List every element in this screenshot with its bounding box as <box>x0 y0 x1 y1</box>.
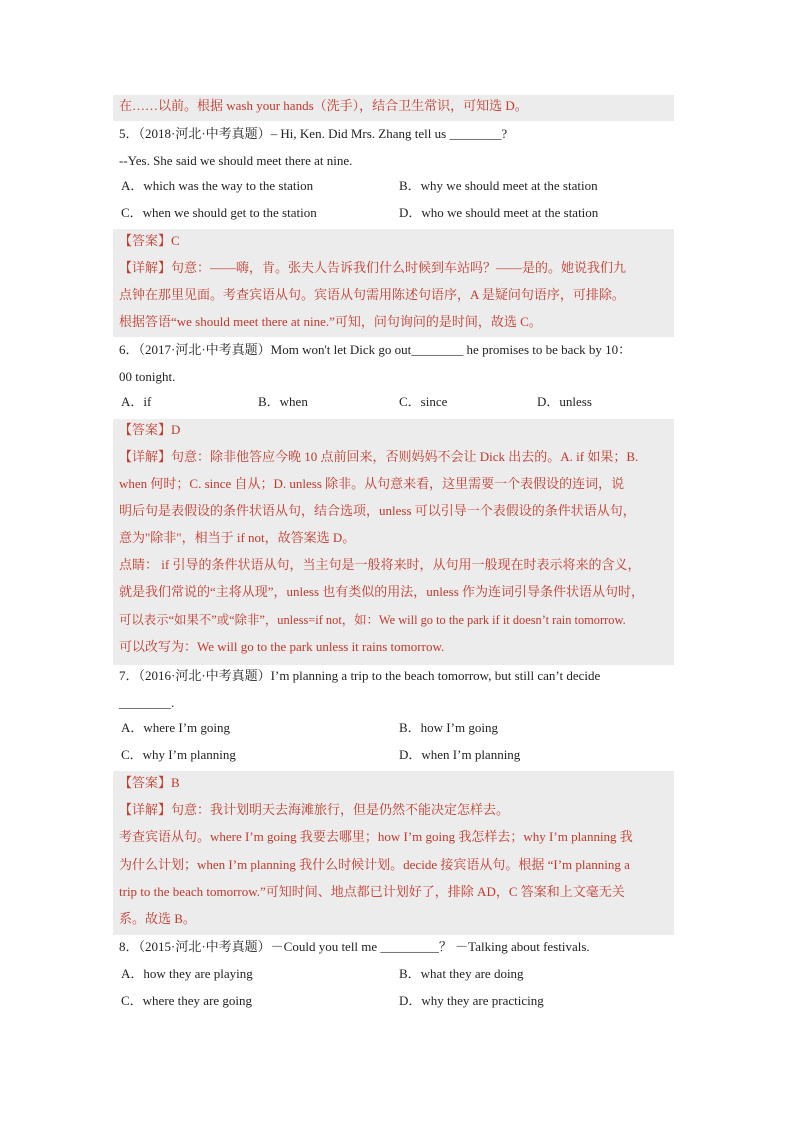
explanation-block-q7 <box>113 771 674 935</box>
q8-option-a: A．how they are playing <box>121 966 253 981</box>
q7-option-c: C．why I’m planning <box>121 747 236 762</box>
q7-detail: 为什么计划；when I’m planning 我什么时候计划。decide 接宾语从句。根据 “I’m planning a <box>119 857 630 872</box>
question-7-stem-cont: ________. <box>119 695 175 710</box>
q5-option-d: D．who we should meet at the station <box>399 205 599 220</box>
q5-option-c: C．when we should get to the station <box>121 205 317 220</box>
q8-option-d: D．why they are practicing <box>399 993 544 1008</box>
q7-option-d: D．when I’m planning <box>399 747 521 762</box>
question-8-stem: 8．（2015·河北·中考真题）－Could you tell me _________？ －Talking about festivals. <box>119 939 590 954</box>
q5-option-b: B．why we should meet at the station <box>399 178 598 193</box>
question-7-stem: 7．（2016·河北·中考真题）I’m planning a trip to the beach tomorrow, but still can’t decide <box>119 668 601 683</box>
q7-detail: 考查宾语从句。where I’m going 我要去哪里；how I’m going 我怎样去；why I’m planning 我 <box>119 829 633 844</box>
q7-detail: 系。故选 B。 <box>119 911 196 926</box>
q5-option-a: A．which was the way to the station <box>121 178 314 193</box>
q6-detail: 明后句是表假设的条件状语从句，结合选项，unless 可以引导一个表假设的条件状语从句， <box>119 503 636 518</box>
q6-note: 点睛： if 引导的条件状语从句，当主句是一般将来时，从句用一般现在时表示将来的含义， <box>119 557 641 572</box>
q8-option-c: C．where they are going <box>121 993 253 1008</box>
q8-option-b: B．what they are doing <box>399 966 524 981</box>
question-5-stem-cont: --Yes. She said we should meet there at nine. <box>119 153 353 168</box>
q6-option-a: A．if <box>121 394 152 409</box>
q5-detail: 点钟在那里见面。考查宾语从句。宾语从句需用陈述句语序，A 是疑问句语序，可排除。 <box>119 287 625 302</box>
q6-note: 可以改写为：We will go to the park unless it rains tomorrow. <box>119 639 445 654</box>
q6-option-b: B．when <box>258 394 308 409</box>
q6-option-c: C．since <box>399 394 448 409</box>
q6-detail: 【详解】句意：除非他答应今晚 10 点前回来，否则妈妈不会让 Dick 出去的。A. if 如果；B. <box>119 449 639 464</box>
q7-option-a: A．where I’m going <box>121 720 231 735</box>
q6-answer: 【答案】D <box>119 422 181 437</box>
q6-note: 可以表示“如果不”或“除非”，unless=if not，如：We will go to the park if it doesn’t rain tomorrow. <box>119 613 626 627</box>
q5-answer: 【答案】C <box>119 233 180 248</box>
q6-note: 就是我们常说的“主将从现”，unless 也有类似的用法，unless 作为连词引导条件状语从句时， <box>119 584 645 599</box>
question-6-stem: 6．（2017·河北·中考真题）Mom won't let Dick go out________ he promises to be back by 10： <box>119 342 632 357</box>
q7-answer: 【答案】B <box>119 775 180 790</box>
explanation-line: 在……以前。根据 wash your hands（洗手），结合卫生常识，可知选 D。 <box>119 98 528 113</box>
q5-detail: 根据答语“we should meet there at nine.”可知，问句询问的是时间，故选 C。 <box>119 314 542 329</box>
q6-detail: 意为"除非"，相当于 if not，故答案选 D。 <box>119 530 356 545</box>
q7-detail: 【详解】句意：我计划明天去海滩旅行，但是仍然不能决定怎样去。 <box>119 802 510 817</box>
q7-detail: trip to the beach tomorrow.”可知时间、地点都已计划好了，排除 AD，C 答案和上文毫无关 <box>119 884 625 899</box>
q7-option-b: B．how I’m going <box>399 720 498 735</box>
question-5-stem: 5．（2018·河北·中考真题）– Hi, Ken. Did Mrs. Zhang tell us ________? <box>119 126 508 141</box>
q6-detail: when 何时；C. since 自从；D. unless 除非。从句意来看，这里需要一个表假设的连词，说 <box>119 476 625 491</box>
q6-option-d: D．unless <box>537 394 592 409</box>
q5-detail: 【详解】句意：——嗨，肯。张夫人告诉我们什么时候到车站吗？——是的。她说我们九 <box>119 260 627 275</box>
question-6-stem-cont: 00 tonight. <box>119 369 176 384</box>
